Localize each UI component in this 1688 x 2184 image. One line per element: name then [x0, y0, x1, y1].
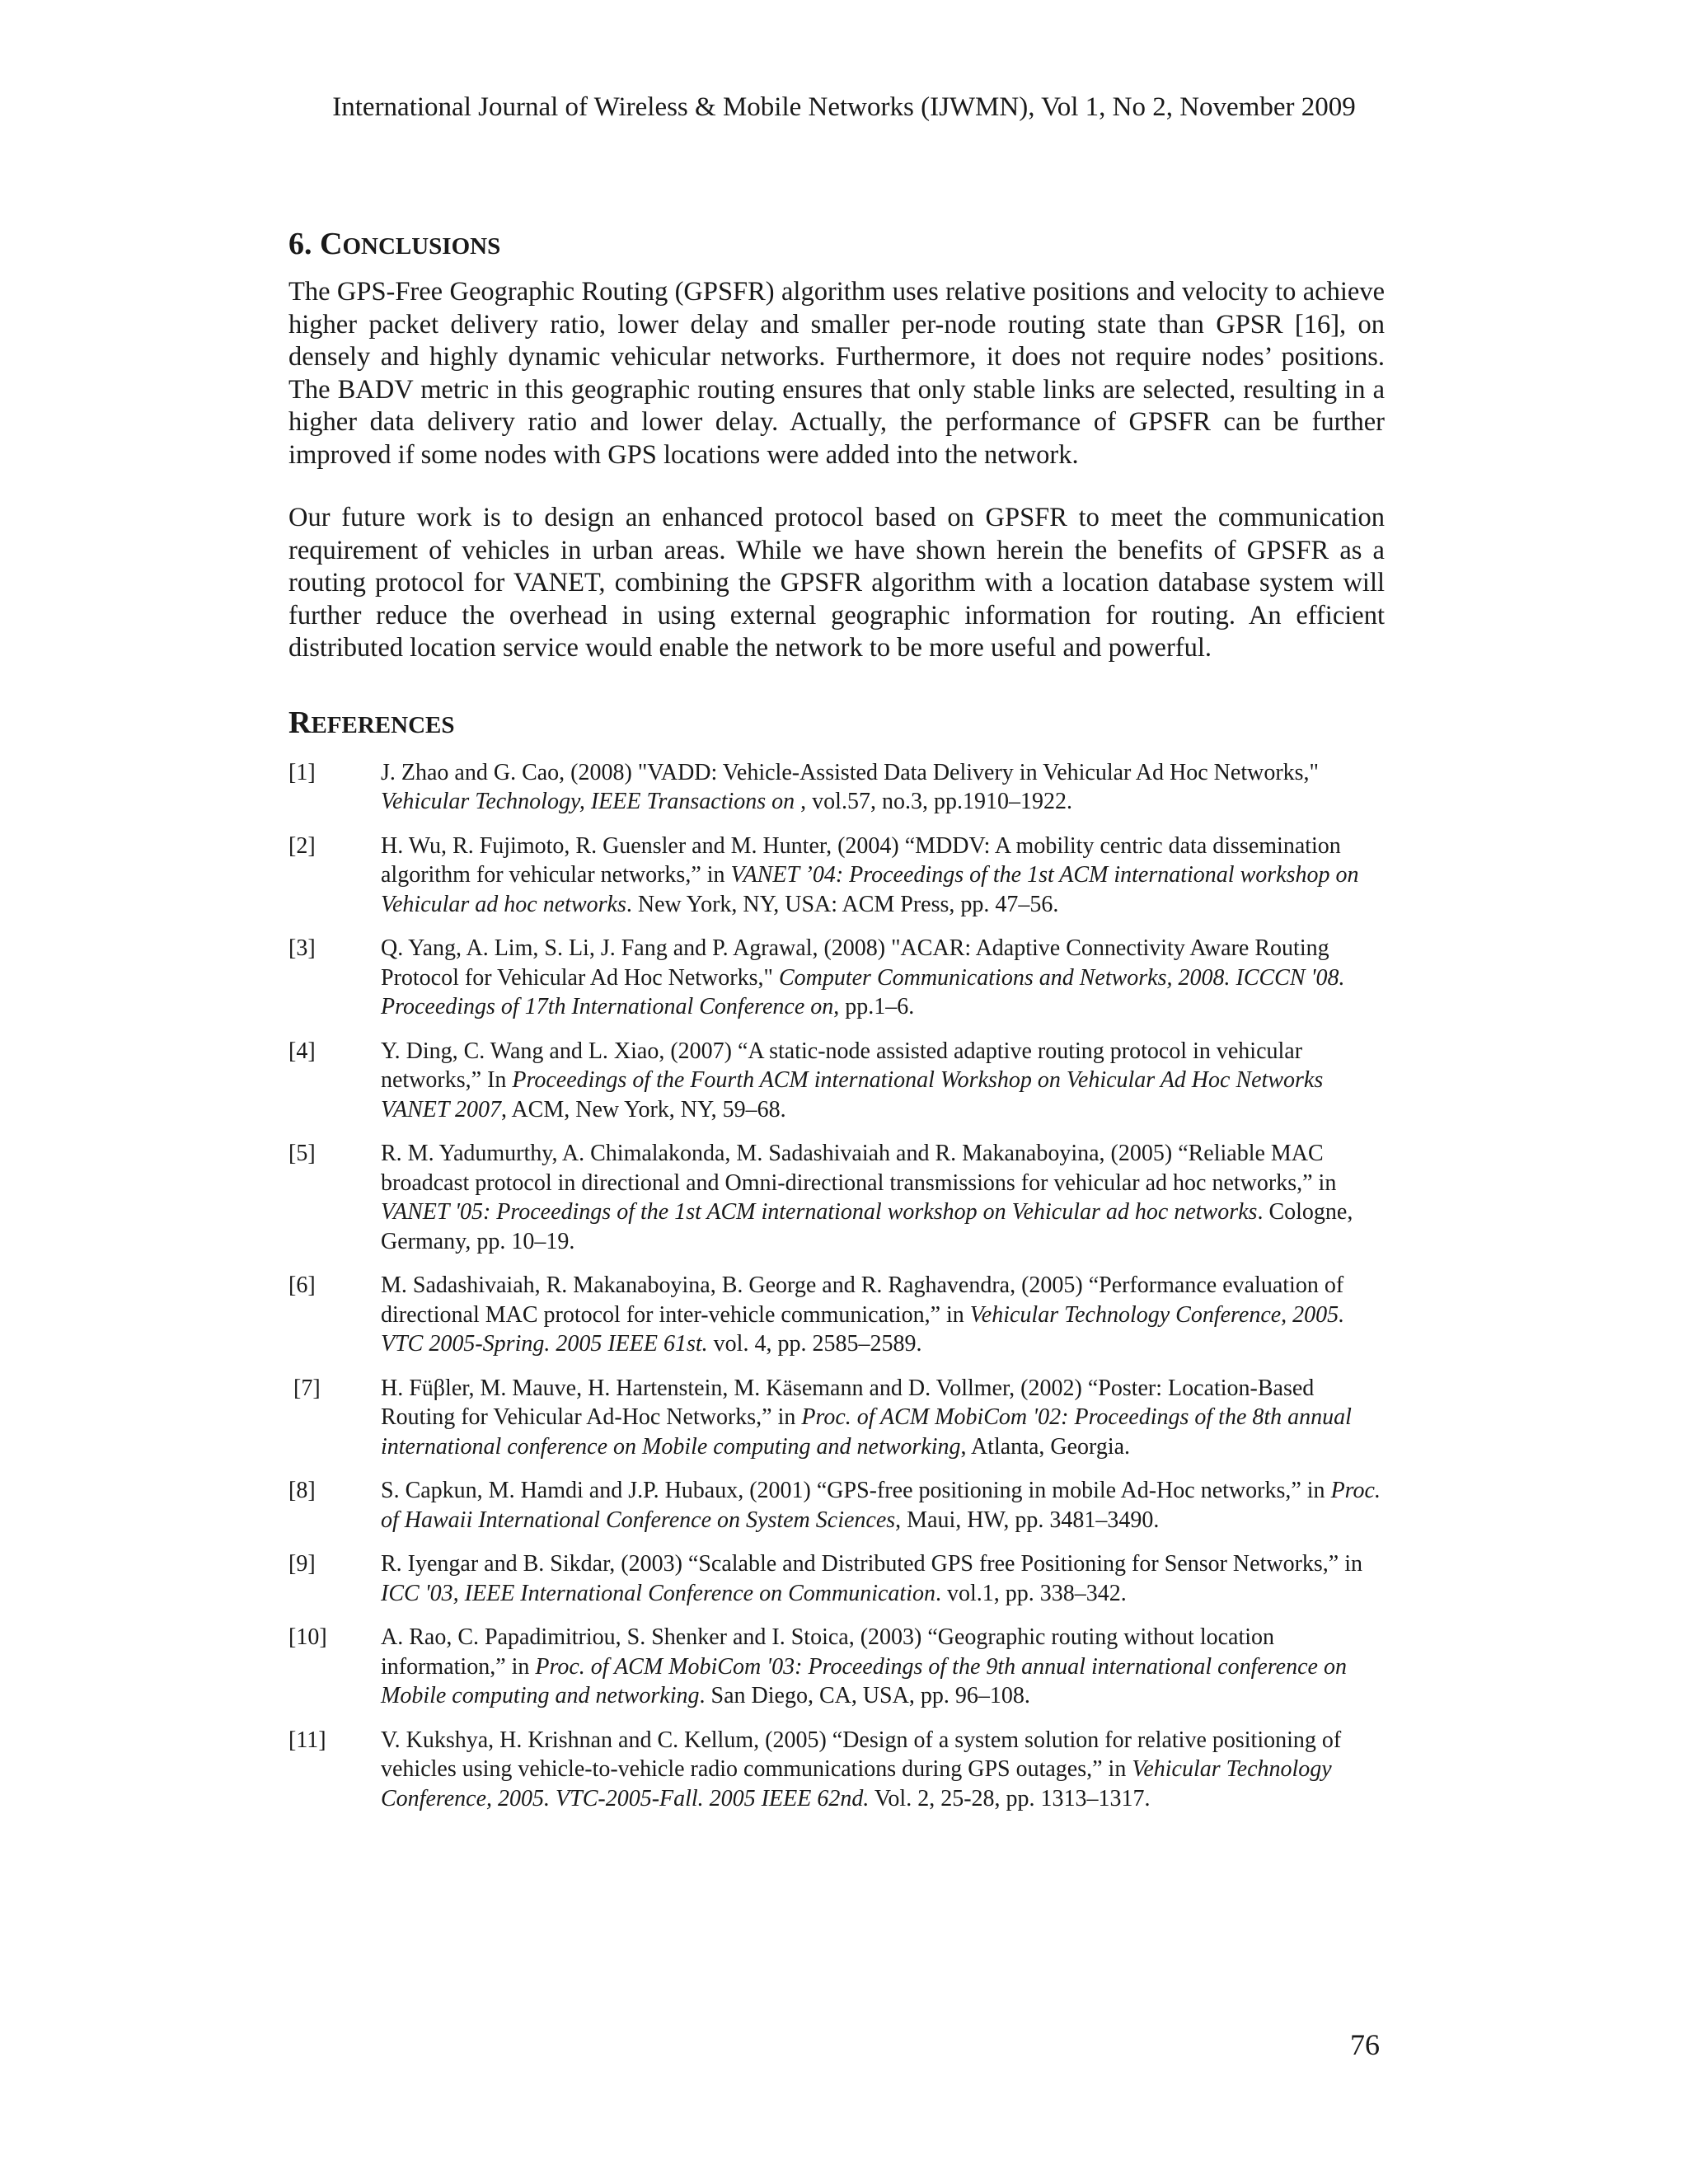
section-number: 6.: [288, 227, 320, 261]
reference-text: S. Capkun, M. Hamdi and J.P. Hubaux, (2001) “GPS-free positioning in mobile Ad-Hoc networks,” in Proc. of Hawaii International Conference on System Sciences, Maui, HW, pp. 3481–3490.: [381, 1478, 1381, 1533]
reference-item: [288, 1139, 1385, 1256]
reference-text: H. Wu, R. Fujimoto, R. Guensler and M. Hunter, (2004) “MDDV: A mobility centric data dissemination algorithm for vehicular networks,” in VANET ’04: Proceedings of the 1st ACM international workshop on Vehicular ad hoc networks. New York, NY, USA: ACM Press, pp. 47–56.: [381, 832, 1359, 917]
conclusions-heading: [288, 224, 1385, 266]
reference-number: [11]: [288, 1727, 326, 1753]
reference-item: [288, 1726, 1385, 1814]
reference-number: [3]: [288, 935, 316, 961]
reference-number: [5]: [288, 1141, 316, 1166]
reference-item: [288, 758, 1385, 817]
reference-number: [6]: [288, 1272, 316, 1298]
page-number: 76: [1350, 2028, 1380, 2061]
references-heading: [288, 703, 1385, 745]
reference-number: [7]: [293, 1375, 321, 1401]
reference-text: V. Kukshya, H. Krishnan and C. Kellum, (2005) “Design of a system solution for relative positioning of vehicles using vehicle-to-vehicle radio communications during GPS outages,” in Vehicular Technology Conference, 2005. VTC-2005-Fall. 2005 IEEE 62nd. Vol. 2, 25-28, pp. 1313–1317.: [381, 1727, 1342, 1811]
heading-initial: R: [288, 705, 312, 740]
reference-number: [2]: [288, 832, 316, 859]
reference-text: H. Füβler, M. Mauve, H. Hartenstein, M. Käsemann and D. Vollmer, (2002) “Poster: Location-Based Routing for Vehicular Ad-Hoc Networks,” in Proc. of ACM MobiCom '02: Proceedings of the 8th annual international conference on Mobile computing and networking, Atlanta, Georgia.: [381, 1375, 1352, 1460]
reference-text: Q. Yang, A. Lim, S. Li, J. Fang and P. Agrawal, (2008) "ACAR: Adaptive Connectivity Aware Routing Protocol for Vehicular Ad Hoc Networks," Computer Communications and Networks, 2008. ICCCN '08. Proceedings of 17th International Conference on, pp.1–6.: [381, 935, 1345, 1019]
running-header: International Journal of Wireless & Mobile Networks (IJWMN), Vol 1, No 2, November 2009: [332, 92, 1356, 122]
reference-item: [288, 934, 1385, 1022]
reference-item: [288, 832, 1385, 920]
reference-item: [288, 1271, 1385, 1359]
conclusions-paragraph-1: The GPS-Free Geographic Routing (GPSFR) algorithm uses relative positions and velocity to achieve higher packet delivery ratio, lower delay and smaller per-node routing state than GPSR [16], on densely and highly dynamic vehicular networks. Furthermore, it does not require nodes’ positions. The BADV metric in this geographic routing ensures that only stable links are selected, resulting in a higher data delivery ratio and lower delay. Actually, the performance of GPSFR can be further improved if some nodes with GPS locations were added into the network.: [288, 277, 1385, 470]
reference-item: [288, 1549, 1385, 1608]
reference-number: [10]: [288, 1624, 327, 1650]
conclusions-paragraph-2: Our future work is to design an enhanced protocol based on GPSFR to meet the communication requirement of vehicles in urban areas. While we have shown herein the benefits of GPSFR as a routing protocol for VANET, combining the GPSFR algorithm with a location database system will further reduce the overhead in using external geographic information for routing. An efficient distributed location service would enable the network to be more useful and powerful.: [288, 503, 1385, 663]
reference-item: [288, 1374, 1385, 1462]
reference-text: R. Iyengar and B. Sikdar, (2003) “Scalable and Distributed GPS free Positioning for Sensor Networks,” in ICC '03, IEEE International Conference on Communication. vol.1, pp. 338–342.: [381, 1551, 1362, 1606]
heading-rest: ONCLUSIONS: [342, 233, 501, 260]
reference-item: [288, 1623, 1385, 1711]
reference-item: [288, 1476, 1385, 1535]
reference-number: [9]: [288, 1551, 316, 1577]
reference-text: M. Sadashivaiah, R. Makanaboyina, B. George and R. Raghavendra, (2005) “Performance evaluation of directional MAC protocol for inter-vehicle communication,” in Vehicular Technology Conference, 2005. VTC 2005-Spring. 2005 IEEE 61st. vol. 4, pp. 2585–2589.: [381, 1272, 1345, 1357]
reference-number: [1]: [288, 759, 316, 785]
reference-item: [288, 1037, 1385, 1125]
reference-number: [8]: [288, 1478, 316, 1503]
reference-text: R. M. Yadumurthy, A. Chimalakonda, M. Sadashivaiah and R. Makanaboyina, (2005) “Reliable MAC broadcast protocol in directional and Omni-directional transmissions for vehicular ad hoc networks,” in VANET '05: Proceedings of the 1st ACM international workshop on Vehicular ad hoc networks. Cologne, Germany, pp. 10–19.: [381, 1141, 1353, 1254]
reference-list: [288, 758, 1385, 1814]
reference-text: Y. Ding, C. Wang and L. Xiao, (2007) “A static-node assisted adaptive routing protocol in vehicular networks,” In Proceedings of the Fourth ACM international Workshop on Vehicular Ad Hoc Networks VANET 2007, ACM, New York, NY, 59–68.: [381, 1038, 1324, 1122]
reference-number: [4]: [288, 1038, 316, 1064]
heading-rest: EFERENCES: [311, 711, 455, 738]
reference-text: J. Zhao and G. Cao, (2008) "VADD: Vehicle-Assisted Data Delivery in Vehicular Ad Hoc Networks," Vehicular Technology, IEEE Transactions on , vol.57, no.3, pp.1910–1922.: [381, 759, 1319, 814]
reference-text: A. Rao, C. Papadimitriou, S. Shenker and I. Stoica, (2003) “Geographic routing without location information,” in Proc. of ACM MobiCom '03: Proceedings of the 9th annual international conference on Mobile computing and networking. San Diego, CA, USA, pp. 96–108.: [381, 1624, 1347, 1708]
heading-initial: C: [320, 227, 343, 261]
page-content: [288, 224, 1385, 1828]
